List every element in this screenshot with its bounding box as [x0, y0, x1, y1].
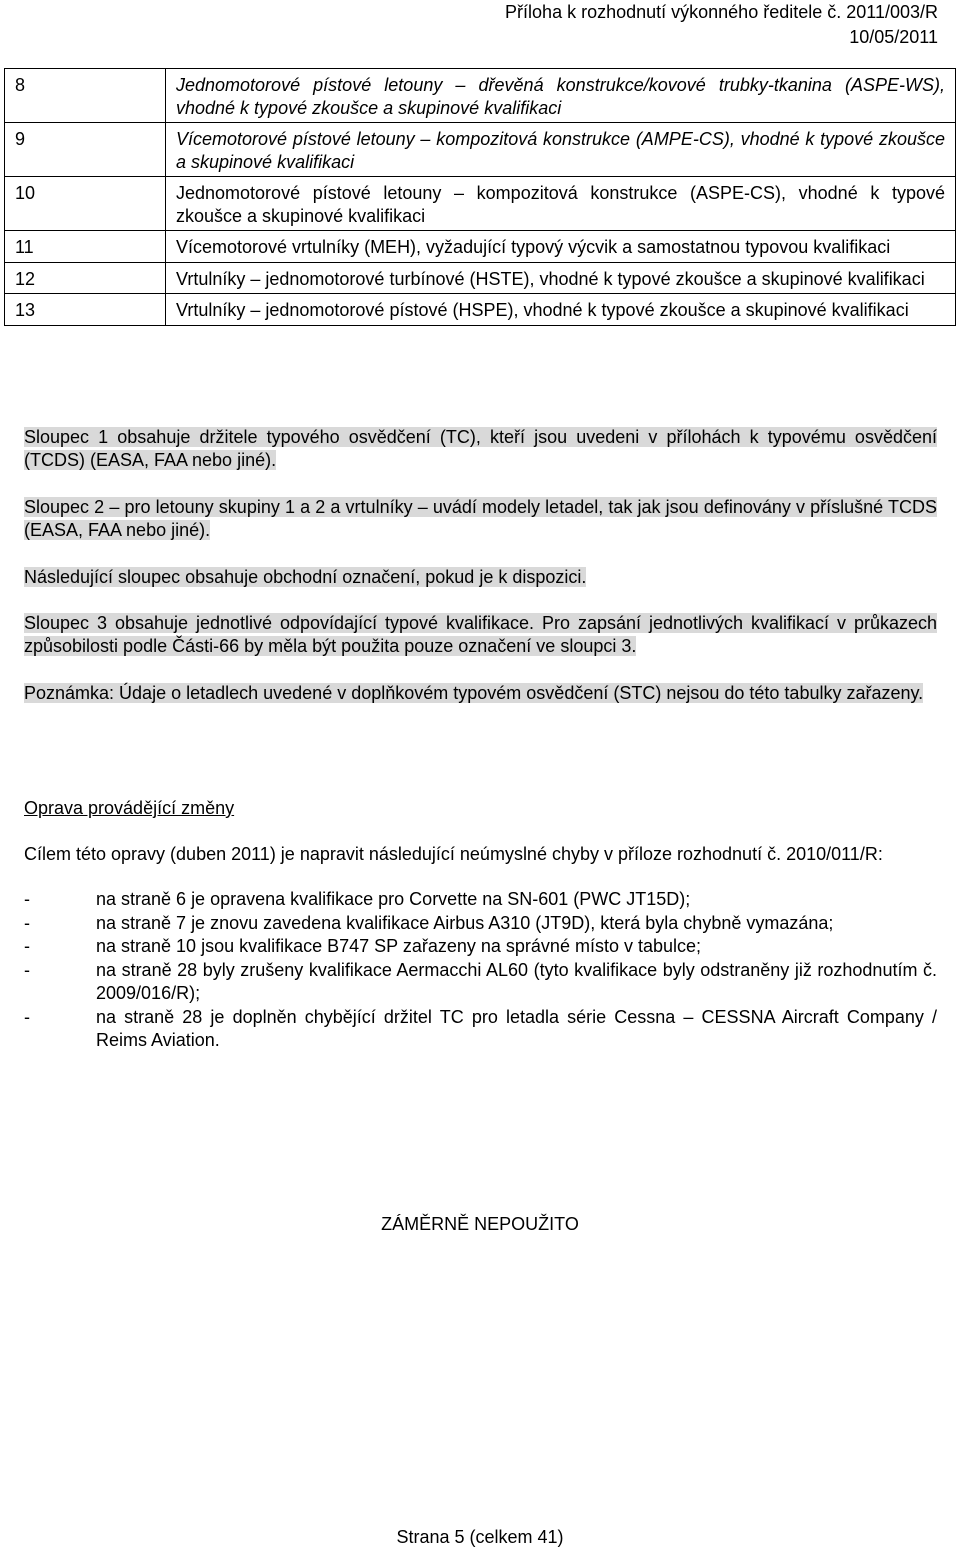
- row-number: 8: [5, 69, 166, 123]
- table-row: [5, 231, 956, 263]
- correction-list: [24, 888, 937, 1053]
- row-number: 11: [5, 231, 166, 263]
- dash-bullet: -: [24, 959, 30, 980]
- row-description: Jednomotorové pístové letouny – kompozitová konstrukce (ASPE-CS), vhodné k typové zkoušce a skupinové kvalifikaci: [166, 177, 956, 231]
- table-row: [5, 294, 956, 326]
- list-item: [24, 959, 937, 1006]
- table-row: [5, 262, 956, 294]
- category-table: [4, 68, 956, 326]
- page-header: [505, 0, 938, 50]
- correction-intro: Cílem této opravy (duben 2011) je napravit následující neúmyslné chyby v příloze rozhodnutí č. 2010/011/R:: [24, 844, 883, 864]
- paragraph-trade-name: [24, 566, 937, 589]
- header-decision-ref: Příloha k rozhodnutí výkonného ředitele č. 2011/003/R: [505, 2, 938, 22]
- row-number: 10: [5, 177, 166, 231]
- paragraph-text: Následující sloupec obsahuje obchodní označení, pokud je k dispozici.: [24, 567, 587, 587]
- list-item-text: na straně 10 jsou kvalifikace B747 SP zařazeny na správné místo v tabulce;: [96, 936, 702, 956]
- list-item: [24, 935, 937, 959]
- paragraph-column-3: [24, 612, 937, 658]
- list-item-text: na straně 28 je doplněn chybějící držitel TC pro letadla série Cessna – CESSNA Aircraft Company / Reims Aviation.: [96, 1006, 937, 1050]
- paragraph-text: Sloupec 3 obsahuje jednotlivé odpovídající typové kvalifikace. Pro zapsání jednotlivých kvalifikací v průkazech způsobilosti podle Části-66 by měla být použita pouze označení ve sloupci 3.: [24, 613, 937, 656]
- page-footer: Strana 5 (celkem 41): [396, 1527, 564, 1547]
- correction-heading: Oprava provádějící změny: [24, 798, 235, 818]
- table-row: [5, 69, 956, 123]
- row-description: Vrtulníky – jednomotorové pístové (HSPE), vhodné k typové zkoušce a skupinové kvalifikaci: [166, 294, 956, 326]
- list-item: [24, 1006, 937, 1053]
- dash-bullet: -: [24, 889, 30, 909]
- dash-bullet: -: [24, 1006, 30, 1027]
- table-row: [5, 123, 956, 177]
- list-item: [24, 888, 937, 912]
- paragraph-column-1: [24, 426, 937, 472]
- paragraph-text: Sloupec 1 obsahuje držitele typového osvědčení (TC), kteří jsou uvedeni v přílohách k typovému osvědčení (TCDS) (EASA, FAA nebo jiné).: [24, 427, 937, 470]
- list-item: [24, 912, 937, 936]
- dash-bullet: -: [24, 936, 30, 956]
- table-row: [5, 177, 956, 231]
- header-date: 10/05/2011: [849, 27, 938, 47]
- paragraph-text: Poznámka: Údaje o letadlech uvedené v doplňkovém typovém osvědčení (STC) nejsou do této tabulky zařazeny.: [24, 683, 924, 703]
- dash-bullet: -: [24, 912, 30, 933]
- row-description: Jednomotorové pístové letouny – dřevěná konstrukce/kovové trubky-tkanina (ASPE-WS), vhodné k typové zkoušce a skupinové kvalifikaci: [166, 69, 956, 123]
- list-item-text: na straně 6 je opravena kvalifikace pro Corvette na SN-601 (PWC JT15D);: [96, 889, 691, 909]
- paragraph-note: [24, 682, 937, 705]
- intentionally-unused-label: ZÁMĚRNĚ NEPOUŽITO: [381, 1214, 579, 1234]
- row-number: 12: [5, 262, 166, 294]
- row-number: 9: [5, 123, 166, 177]
- paragraph-column-2: [24, 496, 937, 542]
- row-description: Vícemotorové vrtulníky (MEH), vyžadující typový výcvik a samostatnou typovou kvalifikaci: [166, 231, 956, 263]
- row-description: Vrtulníky – jednomotorové turbínové (HSTE), vhodné k typové zkoušce a skupinové kvalifikaci: [166, 262, 956, 294]
- row-description: Vícemotorové pístové letouny – kompozitová konstrukce (AMPE-CS), vhodné k typové zkoušce a skupinové kvalifikaci: [166, 123, 956, 177]
- row-number: 13: [5, 294, 166, 326]
- list-item-text: na straně 7 je znovu zavedena kvalifikace Airbus A310 (JT9D), která byla chybně vymazána;: [96, 912, 834, 933]
- list-item-text: na straně 28 byly zrušeny kvalifikace Aermacchi AL60 (tyto kvalifikace byly odstraněny již rozhodnutím č. 2009/016/R);: [96, 959, 937, 1003]
- paragraph-text: Sloupec 2 – pro letouny skupiny 1 a 2 a vrtulníky – uvádí modely letadel, tak jak jsou definovány v příslušné TCDS (EASA, FAA nebo jiné).: [24, 497, 937, 540]
